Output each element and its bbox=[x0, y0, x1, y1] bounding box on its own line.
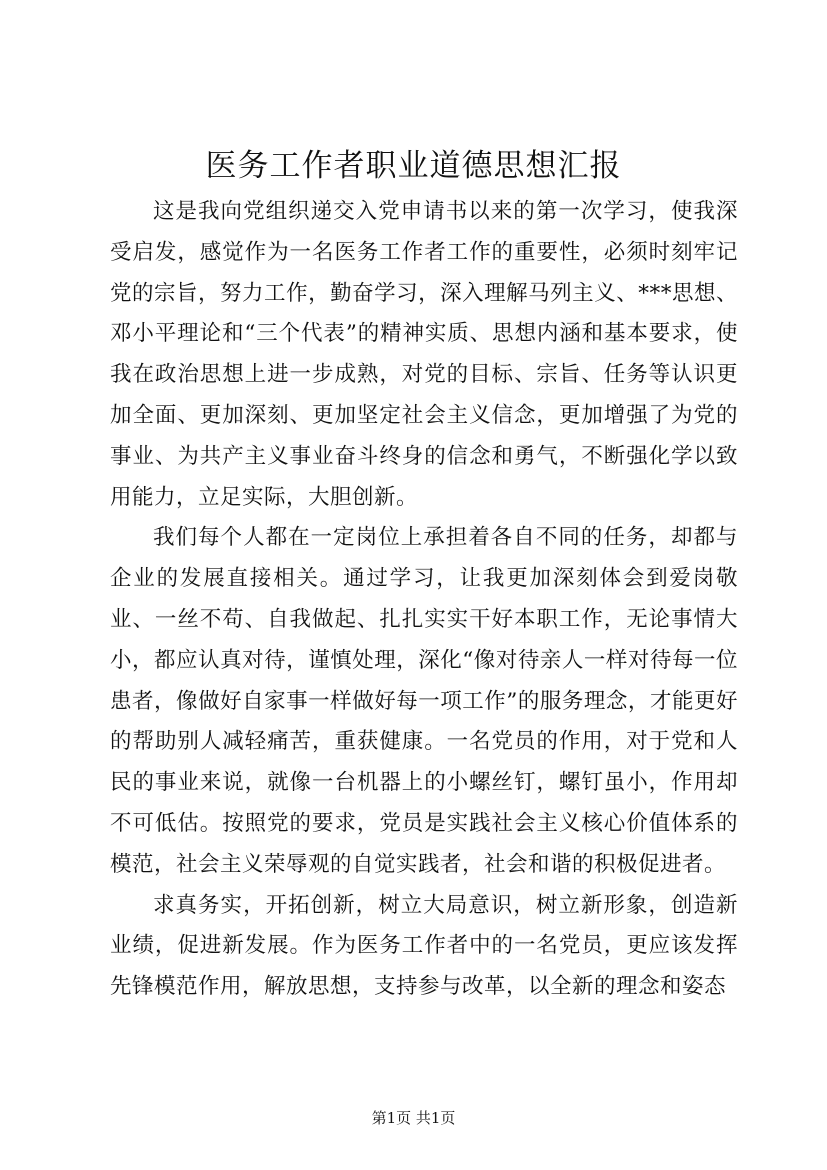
page-number-footer: 第1页 共1页 bbox=[371, 1109, 456, 1127]
paragraph-2: 我们每个人都在一定岗位上承担着各自不同的任务，却都与企业的发展直接相关。通过学习，让我更加深刻体会到爱岗敬业、一丝不苟、自我做起、扎扎实实干好本职工作，无论事情大小，都应认真对待，谨慎处理，深化“像对待亲人一样对待每一位患者，像做好自家事一样做好每一项工作”的服务理念，才能更好的帮助别人减轻痛苦，重获健康。一名党员的作用，对于党和人民的事业来说，就像一台机器上的小螺丝钉，螺钉虽小，作用却不可低估。按照党的要求，党员是实践社会主义核心价值体系的模范，社会主义荣辱观的自觉实践者，社会和谐的积极促进者。 bbox=[110, 525, 738, 877]
document-body bbox=[110, 192, 738, 1008]
paragraph-3: 求真务实，开拓创新，树立大局意识，树立新形象，创造新业绩，促进新发展。作为医务工作者中的一名党员，更应该发挥先锋模范作用，解放思想，支持参与改革，以全新的理念和姿态 bbox=[110, 892, 738, 1000]
document-title: 医务工作者职业道德思想汇报 bbox=[205, 148, 622, 184]
paragraph-1: 这是我向党组织递交入党申请书以来的第一次学习，使我深受启发，感觉作为一名医务工作者工作的重要性，必须时刻牢记党的宗旨，努力工作，勤奋学习，深入理解马列主义、***思想、邓小平理论和“三个代表”的精神实质、思想内涵和基本要求，使我在政治思想上进一步成熟，对党的目标、宗旨、任务等认识更加全面、更加深刻、更加坚定社会主义信念，更加增强了为党的事业、为共产主义事业奋斗终身的信念和勇气，不断强化学以致用能力，立足实际，大胆创新。 bbox=[110, 199, 738, 510]
